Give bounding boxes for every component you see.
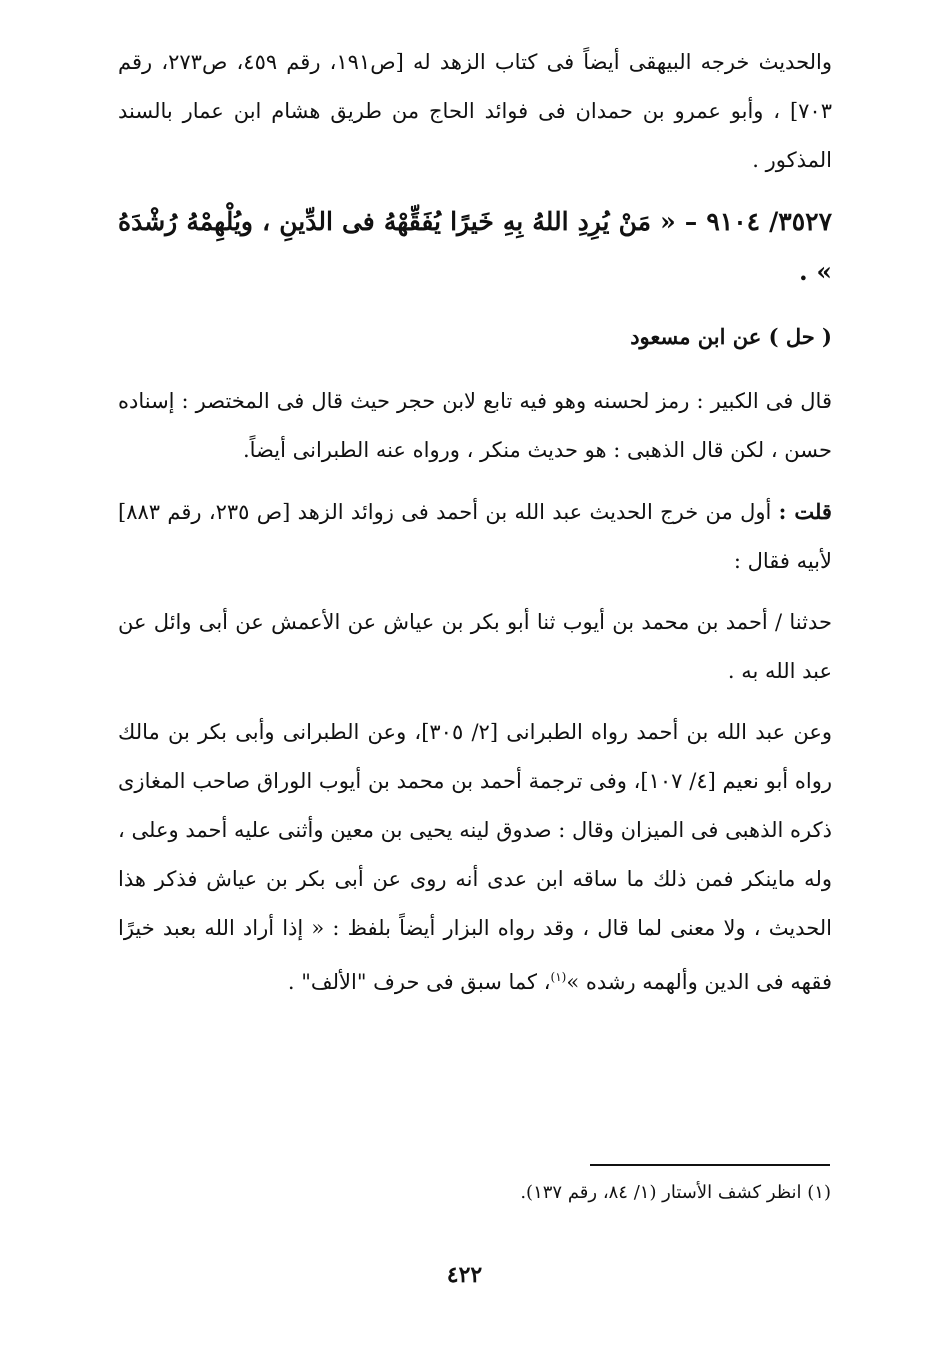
qultu-text: أول من خرج الحديث عبد الله بن أحمد فى زوائد الزهد [ص ٢٣٥، رقم ٨٨٣] لأبيه فقال : — [118, 500, 832, 573]
paragraph-isnad: حدثنا / أحمد بن محمد بن أيوب ثنا أبو بكر بن عياش عن الأعمش عن أبى وائل عن عبد الله به . — [118, 610, 832, 683]
hadith-text: ٣٥٢٧/ ٩١٠٤ – « مَنْ يُرِدِ اللهُ بِهِ خَيرًا يُفَقِّهْهُ فى الدِّينِ ، ويُلْهِمْهُ رُشْدَهُ » . — [118, 207, 832, 286]
footnote-divider — [590, 1164, 830, 1166]
footnote: (١) انظر كشف الأستار (١/ ٨٤، رقم ١٣٧). — [520, 1182, 831, 1203]
paragraph-kabir: قال فى الكبير : رمز لحسنه وهو فيه تابع لابن حجر حيث قال فى المختصر : إسناده حسن ، لكن قال الذهبى : هو حديث منكر ، ورواه عنه الطبرانى أيضاً. — [118, 389, 832, 462]
paragraph-qultu — [118, 487, 832, 586]
paragraph-bayhaqi: والحديث خرجه البيهقى أيضاً فى كتاب الزهد له [ص١٩١، رقم ٤٥٩، ص٢٧٣، رقم ٧٠٣] ، وأبو عمرو بن حمدان فى فوائد الحاج من طريق هشام ابن عمار بالسند المذكور . — [118, 50, 832, 172]
commentary-tail: ، كما سبق فى حرف "الألف" . — [287, 970, 551, 994]
page-number: ٤٢٢ — [446, 1262, 483, 1288]
page-body — [118, 38, 832, 1007]
commentary-text: وعن عبد الله بن أحمد رواه الطبرانى [٢/ ٣٠٥]، وعن الطبرانى وأبى بكر بن مالك رواه أبو نعيم [٤/ ١٠٧]، وفى ترجمة أحمد بن محمد بن أيوب الوراق صاحب المغازى ذكره الذهبى فى الميزان وقال : صدوق لينه يحيى بن معين وأثنى عليه أحمد وعلى ، وله ماينكر فمن ذلك ما ساقه ابن عدى أنه روى عن أبى بكر بن عياش فذكر هذا الحديث ، ولا معنى لما قال ، وقد رواه البزار أيضاً بلفظ : « إذا أراد الله بعبد خيرًا فقهه فى الدين وألهمه رشده » — [118, 720, 832, 994]
footnote-ref: (١) — [550, 970, 567, 984]
qultu-label: قلت : — [778, 499, 832, 524]
paragraph-commentary — [118, 708, 832, 1007]
hadith-source: ( حل ) عن ابن مسعود — [630, 324, 832, 349]
